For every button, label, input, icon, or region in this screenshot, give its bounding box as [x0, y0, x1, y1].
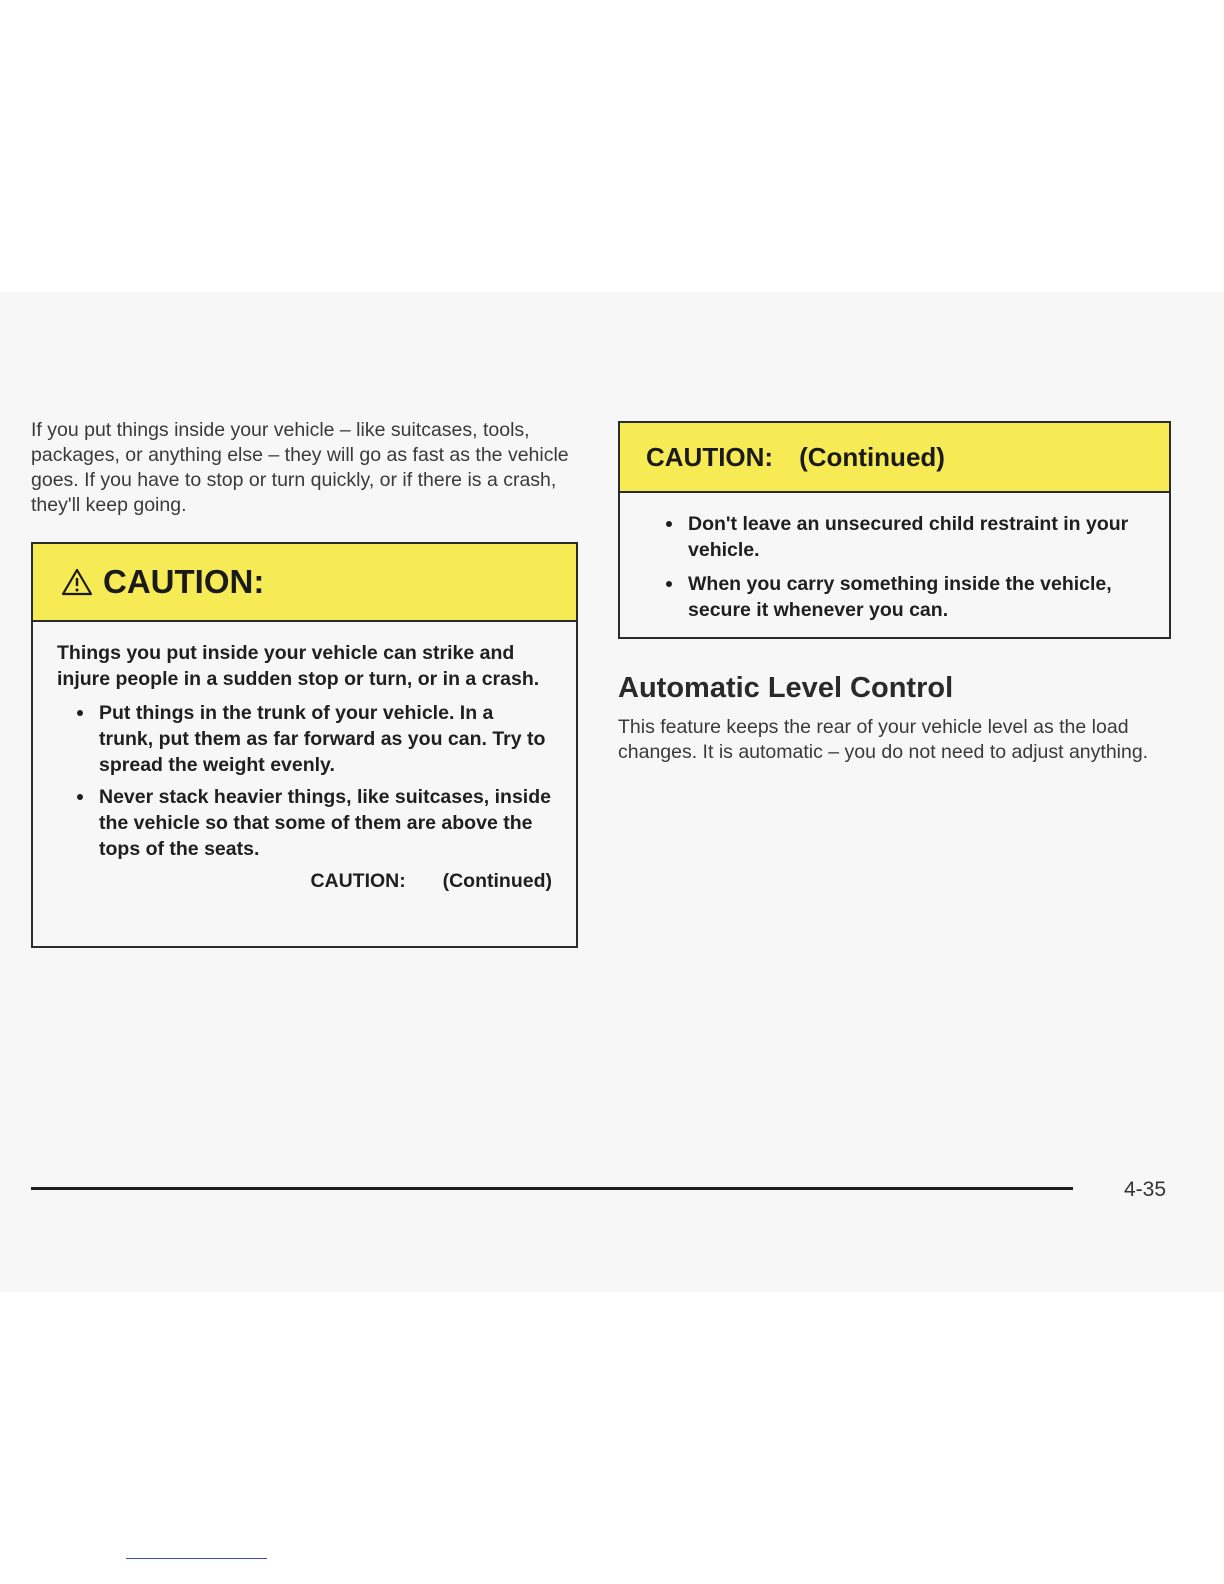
bullet-text: When you carry something inside the vehicle, secure it whenever you can.	[688, 573, 1112, 621]
caution-title-note: (Continued)	[799, 441, 945, 472]
bullet-text: Put things in the trunk of your vehicle. In a trunk, put them as far forward as you can. Try to spread the weight evenly.	[99, 702, 546, 776]
divider	[126, 1558, 267, 1559]
caution-continued-header	[620, 423, 1169, 493]
intro-paragraph: If you put things inside your vehicle – like suitcases, tools, packages, or anything else – they will go as fast as the vehicle goes. If you have to stop or turn quickly, or if there is a crash, they'll keep going.	[31, 419, 569, 516]
caution-lead-text: Things you put inside your vehicle can strike and injure people in a sudden stop or turn, or in a crash.	[57, 642, 540, 690]
continued-note: (Continued)	[442, 870, 552, 892]
caution-header	[33, 544, 576, 622]
bullet-icon	[666, 581, 672, 587]
bullet-icon	[77, 794, 83, 800]
list-item	[99, 700, 552, 778]
continued-label: CAUTION:	[310, 870, 406, 892]
warning-triangle-icon	[61, 568, 93, 596]
caution-bullet-list	[57, 700, 552, 862]
page-number: 4-35	[1124, 1178, 1167, 1201]
bullet-icon	[77, 710, 83, 716]
list-item	[688, 571, 1145, 623]
bullet-text: Never stack heavier things, like suitcases, inside the vehicle so that some of them are above the tops of the seats.	[99, 786, 551, 860]
caution-title: CAUTION:	[646, 441, 774, 472]
bullet-text: Don't leave an unsecured child restraint in your vehicle.	[688, 513, 1129, 561]
bullet-icon	[666, 521, 672, 527]
section-body: This feature keeps the rear of your vehicle level as the load changes. It is automatic – you do not need to adjust anything.	[618, 716, 1149, 763]
section-heading: Automatic Level Control	[618, 672, 954, 704]
caution-continued-footer	[57, 868, 552, 894]
caution-continued-box	[618, 421, 1171, 639]
caution-box	[31, 542, 578, 948]
caution-title: CAUTION:	[103, 563, 265, 600]
list-item	[99, 784, 552, 862]
caution-bullet-list	[644, 511, 1145, 623]
footer-rule	[31, 1187, 1073, 1190]
list-item	[688, 511, 1145, 563]
